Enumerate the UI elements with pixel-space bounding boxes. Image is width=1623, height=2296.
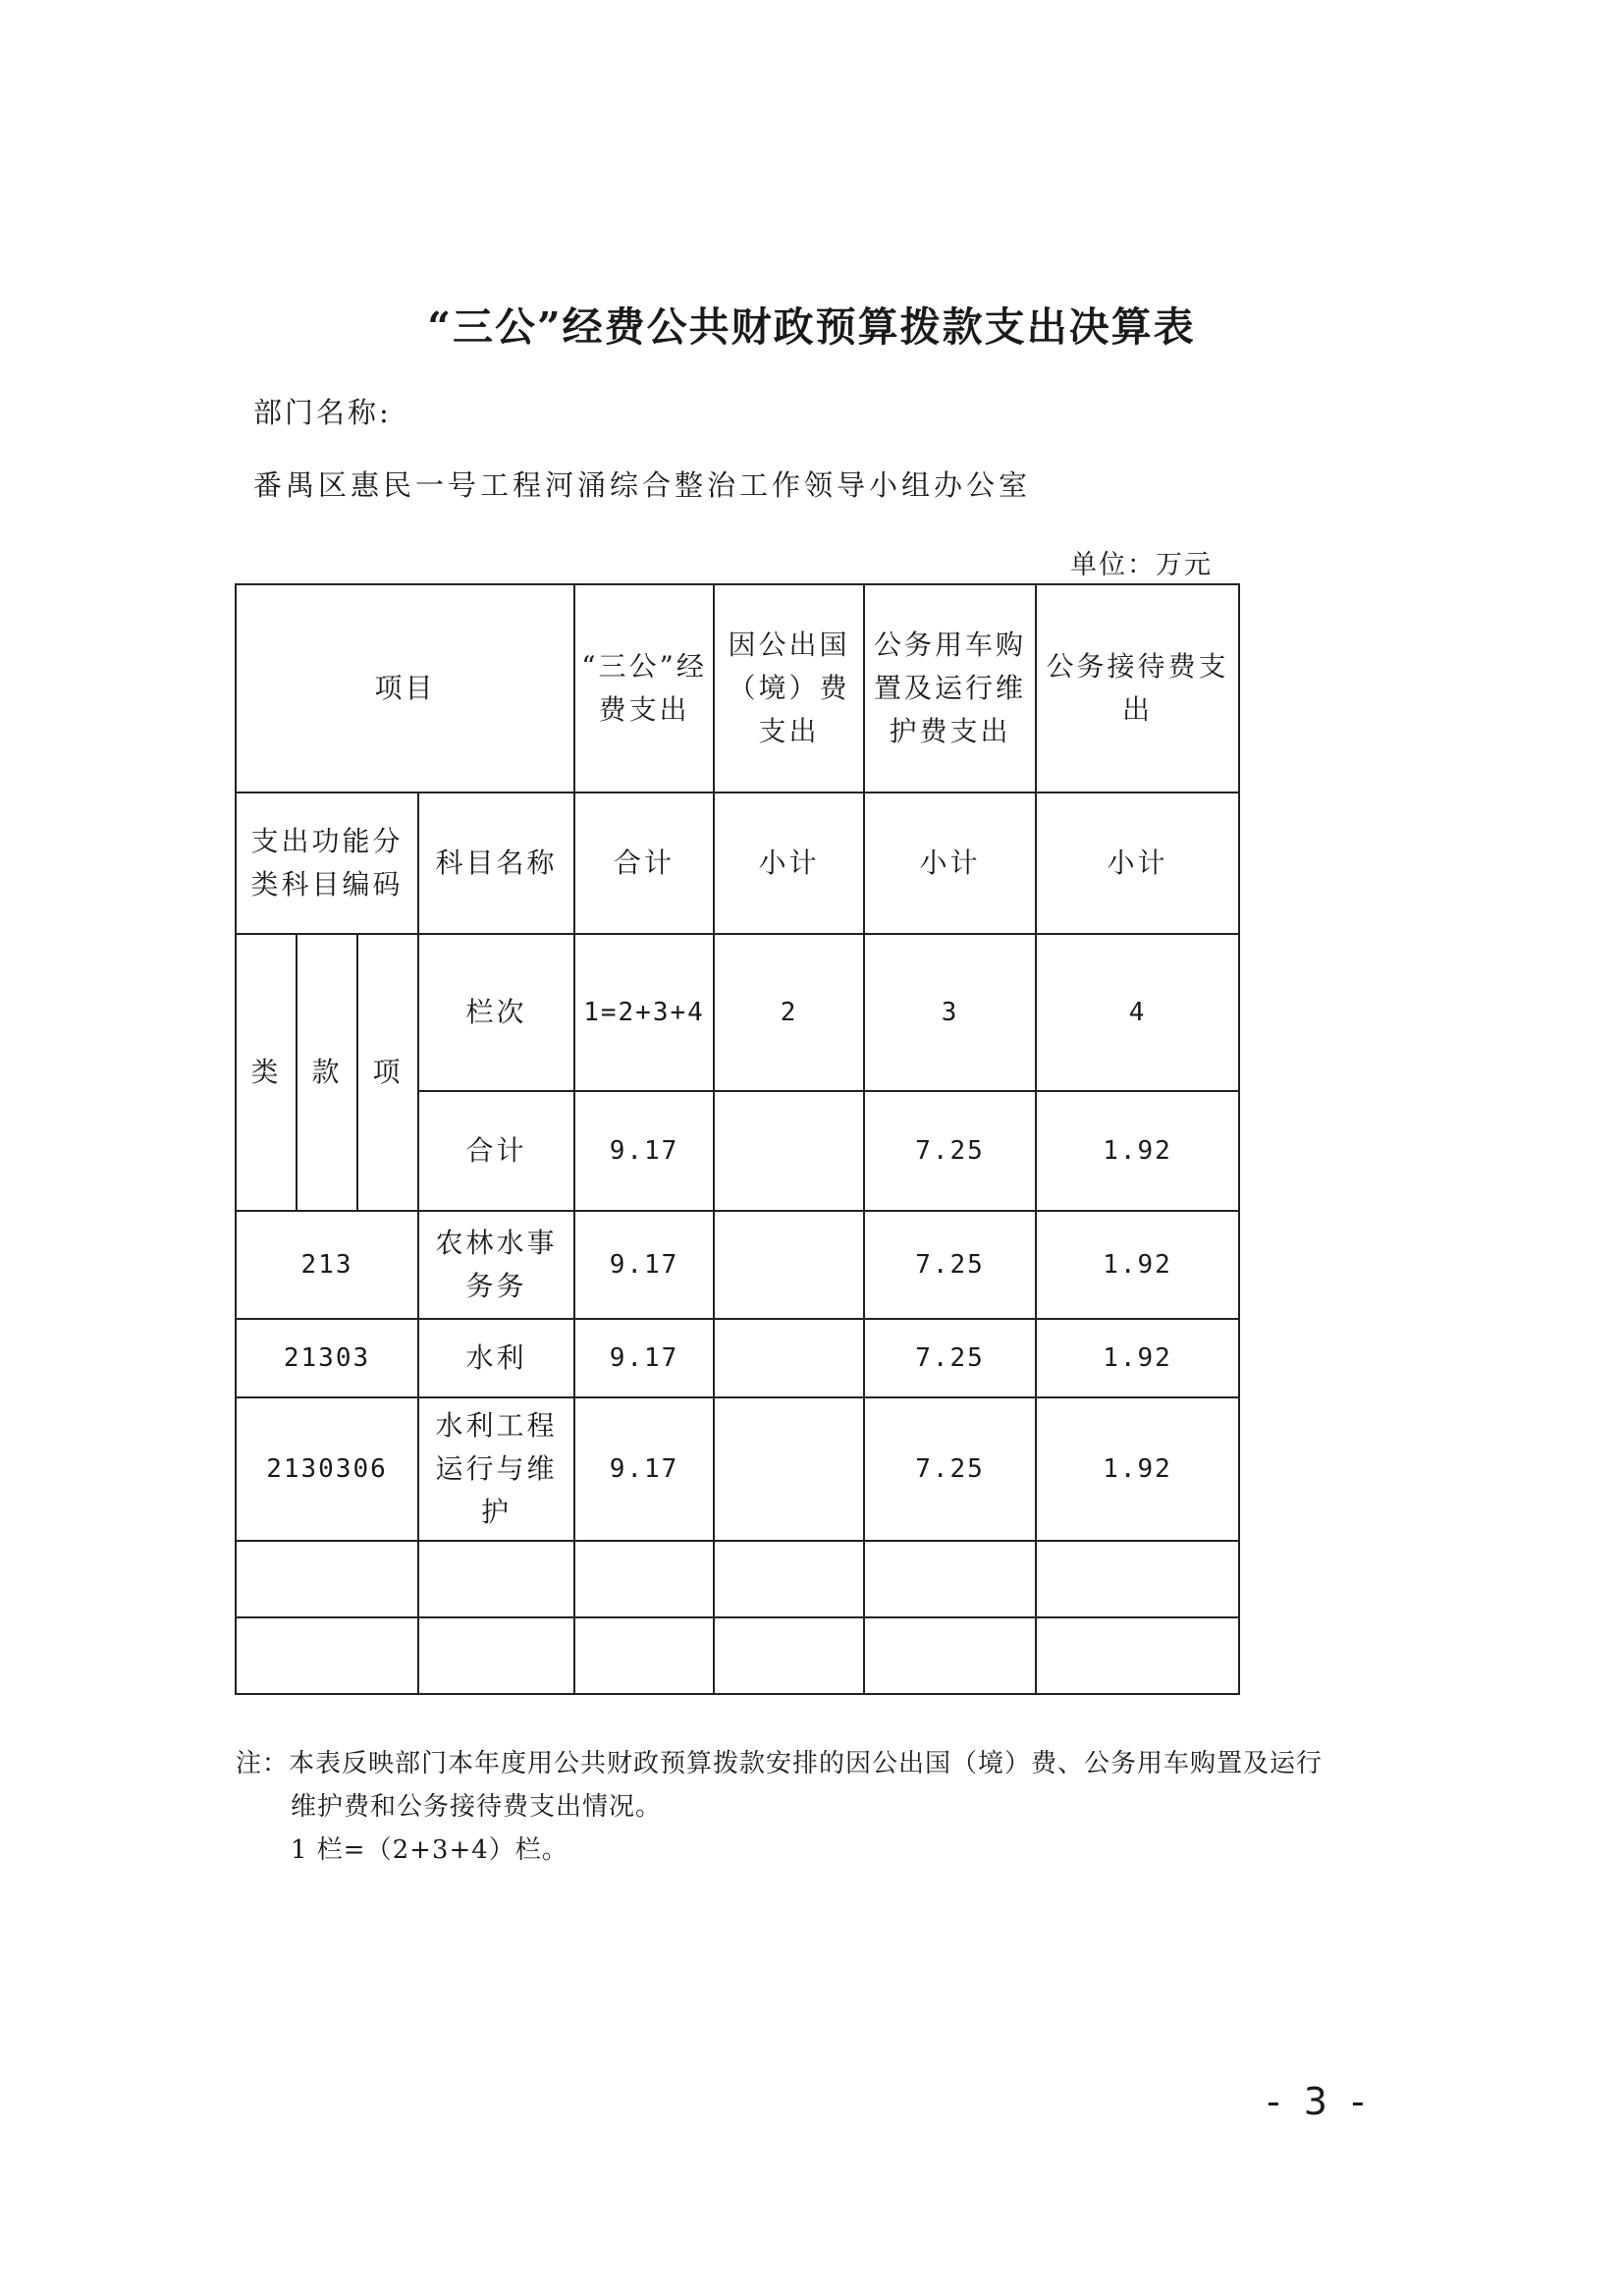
table-row <box>236 1211 1239 1319</box>
subtotal-vehicle: 小计 <box>864 793 1036 934</box>
header-vehicle: 公务用车购置及运行维护费支出 <box>864 584 1036 793</box>
row-c4: 1.92 <box>1036 1397 1239 1541</box>
empty-cell <box>714 1617 864 1694</box>
section-label: 款 <box>297 934 357 1211</box>
row-c1: 9.17 <box>574 1319 714 1397</box>
class-label: 类 <box>236 934 297 1211</box>
row-name: 水利工程运行与维护 <box>418 1397 574 1541</box>
row-code: 2130306 <box>236 1397 418 1541</box>
header-abroad: 因公出国（境）费支出 <box>714 584 864 793</box>
total-row-c4: 1.92 <box>1036 1091 1239 1211</box>
row-c1: 9.17 <box>574 1397 714 1541</box>
row-code: 21303 <box>236 1319 418 1397</box>
page-number: - 3 - <box>1267 2080 1371 2123</box>
row-c2 <box>714 1397 864 1541</box>
empty-row <box>236 1541 1239 1617</box>
row-c3: 7.25 <box>864 1397 1036 1541</box>
note-line-2: 维护费和公务接待费支出情况。 <box>291 1792 663 1822</box>
empty-cell <box>864 1541 1036 1617</box>
page-title: “三公”经费公共财政预算拨款支出决算表 <box>427 303 1196 351</box>
note-line-1: 注：本表反映部门本年度用公共财政预算拨款安排的因公出国（境）费、公务用车购置及运行 <box>236 1749 1324 1778</box>
empty-cell <box>714 1541 864 1617</box>
empty-cell <box>864 1617 1036 1694</box>
row-c1: 9.17 <box>574 1211 714 1319</box>
empty-cell <box>574 1541 714 1617</box>
total-row-c3: 7.25 <box>864 1091 1036 1211</box>
empty-cell <box>236 1617 418 1694</box>
column-number-row <box>236 934 1239 1091</box>
empty-cell <box>236 1541 418 1617</box>
empty-cell <box>418 1541 574 1617</box>
row-c4: 1.92 <box>1036 1211 1239 1319</box>
column-row-c4: 4 <box>1036 934 1239 1091</box>
row-c4: 1.92 <box>1036 1319 1239 1397</box>
header-reception: 公务接待费支出 <box>1036 584 1239 793</box>
row-name: 水利 <box>418 1319 574 1397</box>
header-item: 项目 <box>236 584 574 793</box>
total-row-c2 <box>714 1091 864 1211</box>
total-row-c1: 9.17 <box>574 1091 714 1211</box>
budget-table <box>235 583 1240 1695</box>
row-c3: 7.25 <box>864 1211 1036 1319</box>
row-c2 <box>714 1211 864 1319</box>
row-c3: 7.25 <box>864 1319 1036 1397</box>
table-row <box>236 1319 1239 1397</box>
department-name: 番禺区惠民一号工程河涌综合整治工作领导小组办公室 <box>253 468 1032 502</box>
row-code: 213 <box>236 1211 418 1319</box>
column-row-name: 栏次 <box>418 934 574 1091</box>
func-code-label: 支出功能分类科目编码 <box>236 793 418 934</box>
subtotal-abroad: 小计 <box>714 793 864 934</box>
column-row-c1: 1=2+3+4 <box>574 934 714 1091</box>
table-header-row <box>236 584 1239 793</box>
total-label: 合计 <box>574 793 714 934</box>
row-name: 农林水事务务 <box>418 1211 574 1319</box>
empty-cell <box>1036 1541 1239 1617</box>
note-line-3: 1 栏=（2+3+4）栏。 <box>291 1835 568 1865</box>
unit-label: 单位：万元 <box>1070 550 1213 580</box>
column-row-c2: 2 <box>714 934 864 1091</box>
empty-cell <box>574 1617 714 1694</box>
department-label: 部门名称: <box>253 396 392 429</box>
subtotal-reception: 小计 <box>1036 793 1239 934</box>
total-row-name: 合计 <box>418 1091 574 1211</box>
column-row-c3: 3 <box>864 934 1036 1091</box>
empty-cell <box>418 1617 574 1694</box>
empty-cell <box>1036 1617 1239 1694</box>
subject-name-label: 科目名称 <box>418 793 574 934</box>
empty-row <box>236 1617 1239 1694</box>
row-c2 <box>714 1319 864 1397</box>
item-label: 项 <box>357 934 418 1211</box>
table-subheader-row <box>236 793 1239 934</box>
table-row <box>236 1397 1239 1541</box>
header-total: “三公”经费支出 <box>574 584 714 793</box>
